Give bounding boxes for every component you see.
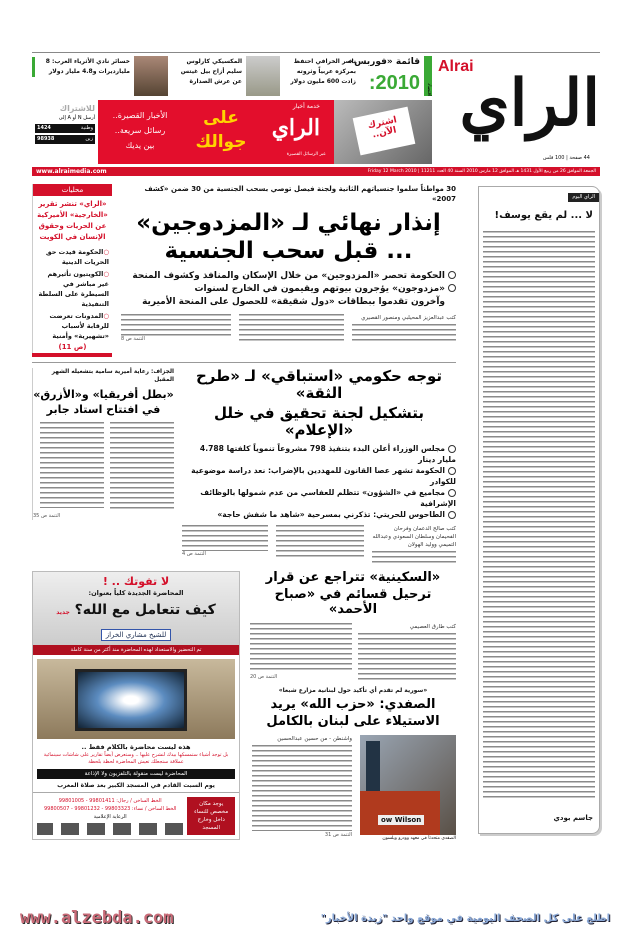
subscribe-now: اشترك الآن.. bbox=[353, 107, 416, 156]
second-byline: كتب صالح الدعمان وفرحان الفحيمان وسلطان السعودي وعبدالله التميمي ووليد الهولان bbox=[372, 526, 456, 548]
lead-bullet: «مزدوجون» يؤجرون بيوتهم ويقيمون في الخارج لسنوات bbox=[121, 283, 456, 296]
lead-body bbox=[121, 314, 456, 344]
service-label: خدمة أخبار bbox=[292, 103, 320, 110]
date-bar bbox=[32, 167, 600, 176]
body-text bbox=[372, 551, 456, 565]
sakiniya-byline: كتب طارق العصيمي bbox=[409, 623, 456, 630]
body-text bbox=[358, 633, 456, 681]
editorial-column[interactable] bbox=[478, 186, 600, 834]
second-headline: توجه حكومي «استباقي» لـ «طرح الثقة» bbox=[195, 367, 443, 403]
sports-story[interactable] bbox=[32, 368, 174, 520]
promo: على جوالك bbox=[195, 108, 247, 152]
second-bullet: الحكومة تشهر عصا القانون للمهددين بالإضراب: نعد دراسة موضوعية للكوادر bbox=[191, 466, 456, 486]
lead-byline: كتب عبدالعزيز المحيلبي ومنصور القصيري bbox=[361, 314, 456, 321]
strip-item[interactable]: ناصر الخرافي احتفظ بمركزه عربياً وثروته زادت 600 مليون دولار bbox=[290, 58, 356, 85]
ad-not-talk: هذه ليست محاضرة بالكلام فقط .. bbox=[81, 743, 191, 751]
website-link[interactable]: www.alraimedia.com bbox=[36, 168, 107, 175]
body-text bbox=[250, 623, 352, 673]
syria-headline: الصفدي: «حزب الله» يريد bbox=[270, 696, 436, 712]
bottom-row bbox=[32, 571, 456, 842]
ad-sponsors: الرعاية الإعلامية bbox=[93, 814, 127, 820]
lead-headline-2: ... قبل سحب الجنسية bbox=[164, 238, 413, 265]
ad-desc: بل توجد أشياء ستمسكها بيدك لنشرح عليها .. وستعرض أيضاً تقارير على شاشات سينمائية عملاقة ستجعلك تعيش المحاضرة لحظة بلحظة bbox=[43, 752, 229, 765]
ad-subtitle: المحاضرة الجديدة كلياً بعنوان: bbox=[88, 589, 184, 597]
ad-prep: تم التحضير والاستعداد لهذه المحاضرة منذ أكثر من سنة كاملة bbox=[33, 645, 239, 655]
watermark bbox=[20, 908, 610, 928]
ad-phones-women: الخط الساخن / نساء: 99803323 - 99801232 - 99800507 bbox=[43, 806, 177, 812]
forbes-year: 2010: bbox=[368, 72, 420, 94]
economy-strip bbox=[32, 56, 432, 96]
masthead-logo[interactable] bbox=[438, 56, 600, 164]
banner-brand: الراي bbox=[271, 115, 320, 141]
sidebar-item[interactable]: ○المدونات تعرضت للرقابة لأسباب «تشهيرية» وأمنية bbox=[49, 312, 109, 340]
podium bbox=[360, 791, 440, 835]
divider bbox=[32, 362, 456, 363]
middle-row bbox=[32, 368, 456, 565]
second-headline-2: بتشكيل لجنة تحقيق في خلل «الإعلام» bbox=[213, 403, 424, 439]
banner-lines: الأخبار القصيرة.. رسائل سريعة.. بين يديك bbox=[112, 111, 168, 150]
brand-sub: عبر الرسائل القصيرة bbox=[286, 152, 326, 157]
main-area bbox=[32, 184, 456, 842]
top-row bbox=[32, 184, 456, 357]
person-photo bbox=[134, 56, 168, 96]
syria-byline: واشنطن - من حسين عبدالحسين bbox=[277, 735, 352, 742]
date-text: الجمعة الموافق 26 من ربيع الأول 1431 هـ الموافق 12 مارس 2010 السنة 40 العدد 11211 | Friday 12 March 2010 bbox=[367, 169, 596, 174]
editorial-author: جاسم بودي bbox=[553, 814, 593, 822]
body-text bbox=[110, 422, 174, 512]
second-bullet: مجلس الوزراء أعلن البدء بتنفيذ 798 مشروعاً تنموياً كلفتها 4.788 مليار دينار bbox=[199, 444, 456, 464]
body-text bbox=[483, 231, 595, 801]
section-tag: اقتصاد bbox=[424, 56, 432, 96]
syria-kicker: «سورية لم تقدم أي تأكيد حول لبنانية مزارع شبعا» bbox=[278, 686, 428, 694]
strip-item[interactable]: المكسيكي كارلوس سليم أزاح بيل غيتس عن عرش الصدارة bbox=[180, 58, 242, 85]
sakiniya-headline: «السكينية» تتراجع عن قرار bbox=[265, 570, 441, 585]
carrier-row: زين 98938 bbox=[37, 136, 93, 142]
subscribe-phone bbox=[334, 100, 432, 164]
sakiniya-headline-2: ترحيل قسائم في «صباح الأحمد» bbox=[274, 586, 432, 617]
ad-when: يوم السبت القادم في المسجد الكبير بعد صلاة المغرب bbox=[33, 782, 239, 793]
page-ref: التتمة ص 4 bbox=[182, 551, 206, 557]
sidebar-lead[interactable]: «الراي» تنشر تقرير «الخارجية» الأميركية عن الحريات وحقوق الإنسان في الكويت bbox=[37, 200, 108, 241]
person-photo bbox=[246, 56, 280, 96]
lead-kicker: 30 مواطناً سلموا جنسياتهم الثانية ولجنة فيصل توصي بسحب الجنسية من 30 ضمن «كشف 2007» bbox=[144, 185, 456, 203]
safadi-photo bbox=[360, 735, 456, 835]
second-bullet: الطاحوس للحريتي: تذكرني بمسرحية «شاهد ما شفش حاجة» bbox=[182, 509, 456, 520]
lead-headline: إنذار نهائي لـ «المزدوجين» bbox=[136, 210, 441, 236]
lead-story[interactable] bbox=[121, 184, 456, 344]
lead-bullet: وآخرون تقدموا ببطاقات «دول شقيقة» للحصول على المنحة الأميرية bbox=[142, 296, 445, 307]
ad-photo bbox=[37, 659, 235, 739]
tagline: 44 صفحة | 100 فلس bbox=[542, 155, 590, 161]
right-stories bbox=[250, 571, 456, 842]
ad-women: يوجد مكان مخصص للنساء داخل وخارج المسجد bbox=[187, 797, 235, 835]
body-text bbox=[352, 324, 456, 344]
second-body bbox=[182, 525, 456, 565]
forbes-title: قائمة «فوربس» bbox=[348, 57, 420, 67]
page-ref: التتمة ص 20 bbox=[250, 673, 278, 680]
second-bullet: مجاميع في «الشؤون» تتظلم للعفاسي من عدم شمولها بالوظائف الإشرافية bbox=[200, 488, 456, 508]
sms-banner[interactable] bbox=[32, 100, 432, 164]
editorial-title: لا ... لم يقع يوسف! bbox=[494, 210, 593, 221]
body-text bbox=[182, 525, 268, 551]
sakiniya-story[interactable] bbox=[250, 571, 456, 681]
carrier-row: وطنية 1424 bbox=[37, 125, 93, 131]
ad-not-broadcast: المحاضرة ليست منقولة بالتلفزيون ولا الإذاعة bbox=[37, 769, 235, 779]
new-badge: جديد bbox=[56, 609, 70, 616]
editorial-label: الراي اليوم bbox=[568, 193, 599, 202]
subscribe-box: للاشتراك أرسل N أو A إلى وطنية 1424 زين 98938 bbox=[32, 100, 98, 164]
ad-title: لا تفوتك .. ! bbox=[102, 575, 170, 588]
body-text bbox=[121, 314, 231, 336]
local-sidebar bbox=[32, 184, 112, 357]
ad-speaker: للشيخ مشاري الخراز bbox=[101, 629, 172, 641]
body-text bbox=[276, 525, 364, 559]
second-story[interactable] bbox=[182, 368, 456, 565]
logo-ar: الراي bbox=[459, 66, 600, 141]
sidebar-bottom-bar bbox=[32, 353, 112, 357]
body-text bbox=[252, 745, 352, 831]
page-ref: التتمة ص 8 bbox=[121, 335, 145, 342]
page-ref: التتمة ص 35 bbox=[33, 513, 61, 520]
watermark-url[interactable]: www.alzebda.com bbox=[20, 908, 174, 928]
photo-caption: الصفدي متحدثاً في معهد وودرو ويلسون bbox=[382, 835, 456, 841]
strip-item[interactable]: خسائر نادي الأثرياء العرب: 8 مليارديرات و4.8 مليار دولار bbox=[32, 57, 130, 77]
ad-phones-men: الخط الساخن / رجال: 99801411 - 99801005 bbox=[58, 798, 162, 804]
watermark-text: اطلع على كل الصحف اليومية في موقع واحد "زبدة الأخبار" bbox=[320, 912, 610, 924]
sidebar-header[interactable]: محليات bbox=[33, 184, 112, 196]
sidebar-item[interactable]: ○الكويتيون تأثيرهم غير مباشر في السيطرة على السلطة التنفيذية bbox=[38, 270, 109, 308]
logo-en: Alrai bbox=[438, 58, 474, 75]
screen-image bbox=[75, 669, 187, 731]
sidebar-item[interactable]: ○الحكومة قيدت حق الحريات الدينية bbox=[45, 248, 109, 266]
sports-headline-2: في افتتاح استاد جابر bbox=[46, 402, 161, 416]
sidebar-page-ref: (ص 11) bbox=[58, 343, 87, 351]
body-text bbox=[40, 422, 104, 508]
body-text bbox=[239, 314, 344, 342]
sponsor-logos bbox=[37, 823, 183, 835]
sports-kicker: الجزاف: رعاية أميرية سامية بتشغيله الشهر المقبل bbox=[51, 369, 174, 383]
lead-bullet: الحكومة تحصر «المزدوجين» من خلال الإسكان والمنافذ وكشوف المنحة bbox=[121, 270, 456, 283]
ad-lecture-title: كيف تتعامل مع الله؟ جديد bbox=[56, 602, 216, 618]
page-ref: التتمة ص 31 bbox=[324, 831, 352, 838]
photo-sign: ow Wilson bbox=[378, 815, 424, 825]
top-rule bbox=[32, 52, 600, 53]
sports-headline: «بطل أفريقيا» و«الأزرق» bbox=[33, 388, 174, 401]
lecture-ad[interactable] bbox=[32, 571, 240, 840]
syria-story[interactable] bbox=[250, 687, 456, 842]
syria-headline-2: الاستيلاء على لبنان بالكامل bbox=[266, 713, 440, 729]
